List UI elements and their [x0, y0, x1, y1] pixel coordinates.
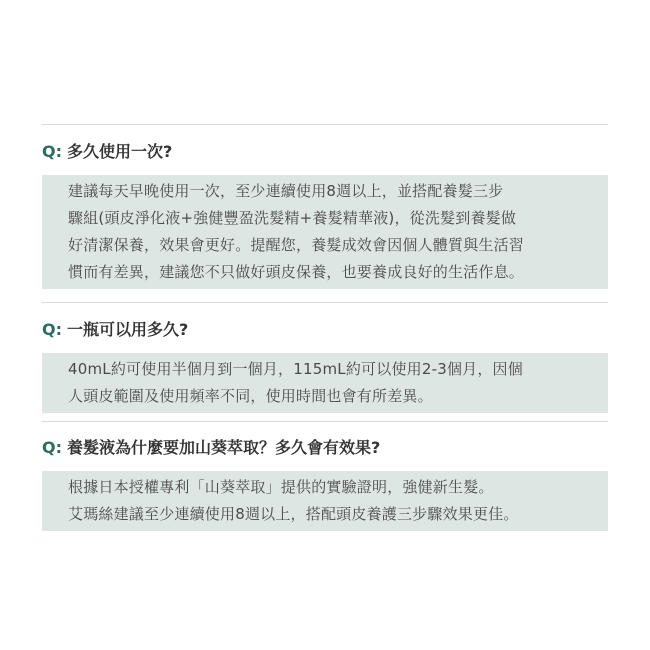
answer-line: 根據日本授權專利「山葵萃取」提供的實驗證明，強健新生髮。	[68, 478, 494, 496]
question-prefix: Q:	[42, 438, 62, 457]
faq-answer	[42, 353, 608, 413]
faq-question	[42, 319, 608, 341]
answer-line: 人頭皮範圍及使用頻率不同，使用時間也會有所差異。	[68, 387, 433, 405]
faq-item-bottle-duration	[42, 319, 608, 413]
answer-line: 驟組(頭皮淨化液+強健豐盈洗髮精+養髮精華液)，從洗髮到養髮做	[68, 209, 517, 227]
answer-line: 艾瑪絲建議至少連續使用8週以上，搭配頭皮養護三步驟效果更佳。	[68, 505, 519, 523]
faq-answer	[42, 175, 608, 289]
divider-lower	[42, 421, 608, 422]
faq-item-wasabi-extract	[42, 437, 608, 531]
question-prefix: Q:	[42, 320, 62, 339]
question-text: 養髮液為什麼要加山葵萃取？多久會有效果?	[67, 438, 381, 457]
faq-question	[42, 437, 608, 459]
faq-item-usage-frequency	[42, 141, 608, 289]
answer-line: 好清潔保養，效果會更好。提醒您，養髮成效會因個人體質與生活習	[68, 236, 525, 254]
question-text: 一瓶可以用多久?	[67, 320, 189, 339]
answer-line: 建議每天早晚使用一次，至少連續使用8週以上，並搭配養髮三步	[68, 182, 504, 200]
divider-middle	[42, 302, 608, 303]
divider-top	[42, 124, 608, 125]
faq-answer	[42, 471, 608, 531]
answer-line: 40mL約可使用半個月到一個月，115mL約可以使用2-3個月，因個	[68, 360, 523, 378]
answer-line: 慣而有差異，建議您不只做好頭皮保養，也要養成良好的生活作息。	[68, 263, 525, 281]
faq-question	[42, 141, 608, 163]
question-text: 多久使用一次?	[67, 142, 173, 161]
question-prefix: Q:	[42, 142, 62, 161]
